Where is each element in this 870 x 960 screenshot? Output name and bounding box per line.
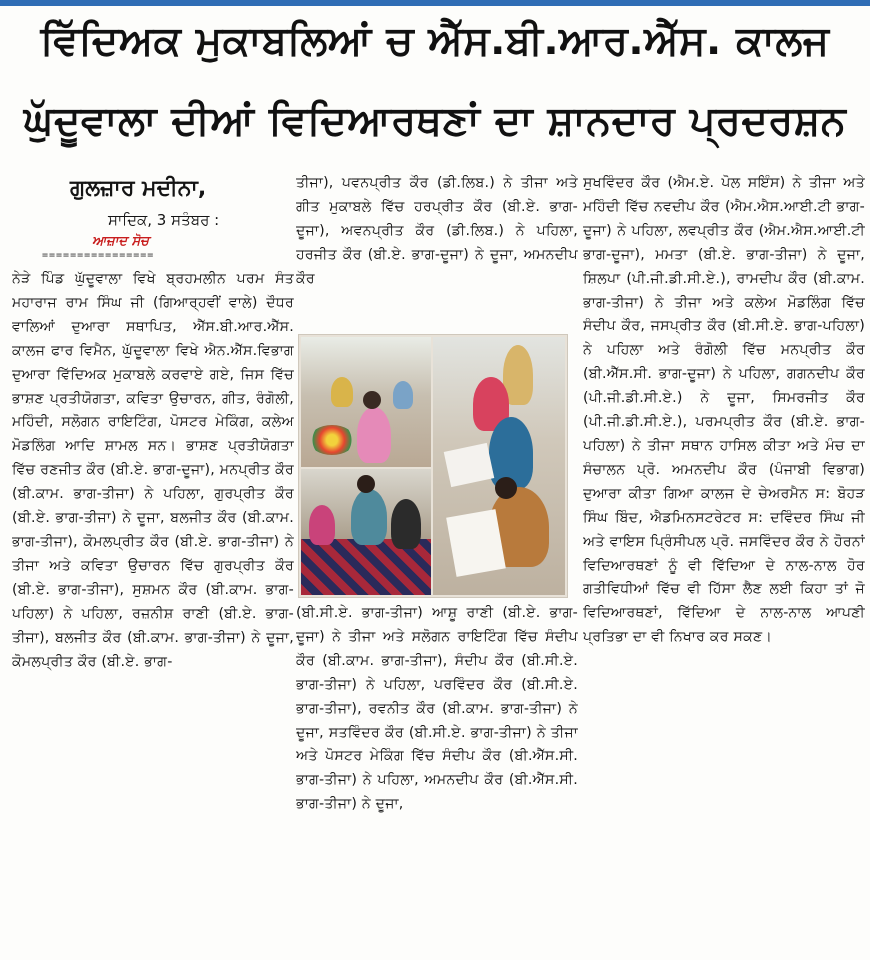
dateline: ਸਾਦਿਕ, 3 ਸਤੰਬਰ : <box>108 211 220 229</box>
event-photo-collage <box>298 334 568 598</box>
headline-line-1: ਵਿੱਦਿਅਕ ਮੁਕਾਬਲਿਆਂ ਚ ਐੱਸ.ਬੀ.ਆਰ.ਐੱਸ. ਕਾਲਜ <box>40 18 830 64</box>
photo-poster-scene <box>301 469 431 595</box>
top-color-bar <box>0 0 870 6</box>
article-column-2-top: ਤੀਜਾ), ਪਵਨਪ੍ਰੀਤ ਕੌਰ (ਡੀ.ਲਿਬ.) ਨੇ ਤੀਜਾ ਅਤੇ ਗੀਤ ਮੁਕਾਬਲੇ ਵਿੱਚ ਹਰਪ੍ਰੀਤ ਕੌਰ (ਬੀ.ਏ. ਭਾਗ-ਦੂਜਾ), ਅਵਨਪ੍ਰੀਤ ਕੌਰ (ਡੀ.ਲਿਬ.) ਨੇ ਪਹਿਲਾ, ਹਰਜੀਤ ਕੌਰ (ਬੀ.ਏ. ਭਾਗ-ਦੂਜਾ) ਨੇ ਦੂਜਾ, ਅਮਨਦੀਪ ਕੌਰ <box>296 175 578 287</box>
photo-slogan-writing-scene <box>433 337 565 595</box>
photo-rangoli-scene <box>301 337 431 467</box>
article-column-2-bottom: (ਬੀ.ਸੀ.ਏ. ਭਾਗ-ਤੀਜਾ) ਆਸ਼ੂ ਰਾਣੀ (ਬੀ.ਏ. ਭਾਗ-ਦੂਜਾ) ਨੇ ਤੀਜਾ ਅਤੇ ਸਲੋਗਨ ਰਾਇਟਿੰਗ ਵਿੱਚ ਸੰਦੀਪ ਕੌਰ (ਬੀ.ਕਾਮ. ਭਾਗ-ਤੀਜਾ), ਸੰਦੀਪ ਕੌਰ (ਬੀ.ਸੀ.ਏ. ਭਾਗ-ਤੀਜਾ) ਨੇ ਪਹਿਲਾ, ਪਰਵਿੰਦਰ ਕੌਰ (ਬੀ.ਸੀ.ਏ. ਭਾਗ-ਤੀਜਾ), ਰਵਨੀਤ ਕੌਰ (ਬੀ.ਕਾਮ. ਭਾਗ-ਤੀਜਾ) ਨੇ ਦੂਜਾ, ਸਤਵਿੰਦਰ ਕੌਰ (ਬੀ.ਸੀ.ਏ. ਭਾਗ-ਤੀਜਾ) ਨੇ ਤੀਜਾ ਅਤੇ ਪੋਸਟਰ ਮੇਕਿੰਗ ਵਿੱਚ ਸੰਦੀਪ ਕੌਰ (ਬੀ.ਐੱਸ.ਸੀ. ਭਾਗ-ਤੀਜਾ) ਨੇ ਪਹਿਲਾ, ਅਮਨਦੀਪ ਕੌਰ (ਬੀ.ਐੱਸ.ਸੀ. ਭਾਗ-ਤੀਜਾ) ਨੇ ਦੂਜਾ, <box>296 605 578 813</box>
article-column-1: ਨੇੜੇ ਪਿੰਡ ਘੁੱਦੂਵਾਲਾ ਵਿਖੇ ਬ੍ਰਹਮਲੀਨ ਪਰਮ ਸੰਤ ਮਹਾਰਾਜ ਰਾਮ ਸਿੰਘ ਜੀ (ਗਿਆਰ੍ਹਵੀਂ ਵਾਲੇ) ਦੌਧਰ ਵਾਲਿਆਂ ਦੁਆਰਾ ਸਥਾਪਿਤ, ਐੱਸ.ਬੀ.ਆਰ.ਐੱਸ. ਕਾਲਜ ਫਾਰ ਵਿਮੈਨ, ਘੁੱਦੂਵਾਲਾ ਵਿਖੇ ਐਨ.ਐੱਸ.ਵਿਭਾਗ ਦੁਆਰਾ ਵਿੱਦਿਅਕ ਮੁਕਾਬਲੇ ਕਰਵਾਏ ਗਏ, ਜਿਸ ਵਿੱਚ ਭਾਸ਼ਣ ਪ੍ਰਤੀਯੋਗਤਾ, ਕਵਿਤਾ ਉਚਾਰਨ, ਗੀਤ, ਰੰਗੋਲੀ, ਮਹਿੰਦੀ, ਸਲੋਗਨ ਰਾਇਟਿੰਗ, ਪੋਸਟਰ ਮੇਕਿੰਗ, ਕਲੇਅ ਮੋਡਲਿੰਗ ਆਦਿ ਸ਼ਾਮਲ ਸਨ। ਭਾਸ਼ਣ ਪ੍ਰਤੀਯੋਗਤਾ ਵਿੱਚ ਰਣਜੀਤ ਕੌਰ (ਬੀ.ਏ. ਭਾਗ-ਦੂਜਾ), ਮਨਪ੍ਰੀਤ ਕੌਰ (ਬੀ.ਕਾਮ. ਭਾਗ-ਤੀਜਾ) ਨੇ ਪਹਿਲਾ, ਗੁਰਪ੍ਰੀਤ ਕੌਰ (ਬੀ.ਏ. ਭਾਗ-ਤੀਜਾ) ਨੇ ਦੂਜਾ, ਬਲਜੀਤ ਕੌਰ (ਬੀ.ਕਾਮ. ਭਾਗ-ਤੀਜਾ), ਕੋਮਲਪ੍ਰੀਤ ਕੌਰ (ਬੀ.ਏ. ਭਾਗ-ਤੀਜਾ) ਨੇ ਤੀਜਾ ਅਤੇ ਕਵਿਤਾ ਉਚਾਰਨ ਵਿੱਚ ਗੁਰਪ੍ਰੀਤ ਕੌਰ (ਬੀ.ਏ. ਭਾਗ-ਤੀਜਾ), ਸੁਸ਼ਮਨ ਕੌਰ (ਬੀ.ਕਾਮ. ਭਾਗ-ਪਹਿਲਾ) ਨੇ ਪਹਿਲਾ, ਰਜ਼ਨੀਸ਼ ਰਾਣੀ (ਬੀ.ਏ. ਭਾਗ-ਤੀਜਾ), ਬਲਜੀਤ ਕੌਰ (ਬੀ.ਕਾਮ. ਭਾਗ-ਤੀਜਾ) ਨੇ ਦੂਜਾ, ਕੋਮਲਪ੍ਰੀਤ ਕੌਰ (ਬੀ.ਏ. ਭਾਗ- <box>12 271 294 670</box>
byline-author: ਗੁਲਜ਼ਾਰ ਮਦੀਨਾ, <box>70 176 207 201</box>
headline-line-2: ਘੁੱਦੂਵਾਲਾ ਦੀਆਂ ਵਿਦਿਆਰਥਣਾਂ ਦਾ ਸ਼ਾਨਦਾਰ ਪ੍ਰਦਰਸ਼ਨ <box>23 98 847 144</box>
byline-separator: ================ <box>42 250 155 261</box>
article-column-3: ਸੁਖਵਿੰਦਰ ਕੌਰ (ਐਮ.ਏ. ਪੋਲ ਸਇੰਸ) ਨੇ ਤੀਜਾ ਅਤੇ ਮਹਿੰਦੀ ਵਿੱਚ ਨਵਦੀਪ ਕੌਰ (ਐਮ.ਐਸ.ਆਈ.ਟੀ ਭਾਗ-ਦੂਜਾ) ਨੇ ਪਹਿਲਾ, ਲਵਪ੍ਰੀਤ ਕੌਰ (ਐਮ.ਐਸ.ਆਈ.ਟੀ ਭਾਗ-ਦੂਜਾ), ਮਮਤਾ (ਬੀ.ਏ. ਭਾਗ-ਤੀਜਾ) ਨੇ ਦੂਜਾ, ਸ਼ਿਲਪਾ (ਪੀ.ਜੀ.ਡੀ.ਸੀ.ਏ.), ਰਾਮਦੀਪ ਕੌਰ (ਬੀ.ਕਾਮ. ਭਾਗ-ਤੀਜਾ) ਨੇ ਤੀਜਾ ਅਤੇ ਕਲੇਅ ਮੋਡਲਿੰਗ ਵਿੱਚ ਸੰਦੀਪ ਕੌਰ, ਜਸਪ੍ਰੀਤ ਕੌਰ (ਬੀ.ਸੀ.ਏ. ਭਾਗ-ਪਹਿਲਾ) ਨੇ ਪਹਿਲਾ ਅਤੇ ਰੰਗੋਲੀ ਵਿੱਚ ਮਨਪ੍ਰੀਤ ਕੌਰ (ਬੀ.ਐੱਸ.ਸੀ. ਭਾਗ-ਦੂਜਾ) ਨੇ ਪਹਿਲਾ, ਗਗਨਦੀਪ ਕੌਰ (ਪੀ.ਜੀ.ਡੀ.ਸੀ.ਏ.) ਨੇ ਦੂਜਾ, ਸਿਮਰਜੀਤ ਕੌਰ (ਪੀ.ਜੀ.ਡੀ.ਸੀ.ਏ.), ਪਰਮਪ੍ਰੀਤ ਕੌਰ (ਬੀ.ਏ. ਭਾਗ-ਪਹਿਲਾ) ਨੇ ਤੀਜਾ ਸਥਾਨ ਹਾਸਿਲ ਕੀਤਾ ਅਤੇ ਮੰਚ ਦਾ ਸੰਚਾਲਨ ਪ੍ਰੋ. ਅਮਨਦੀਪ ਕੌਰ (ਪੰਜਾਬੀ ਵਿਭਾਗ) ਦੁਆਰਾ ਕੀਤਾ ਗਿਆ ਕਾਲਜ ਦੇ ਚੇਅਰਮੈਨ ਸ: ਬੋਹੜ ਸਿੰਘ ਬਿੰਦ, ਐਡਮਿਨਸਟਰੇਟਰ ਸ: ਦਵਿੰਦਰ ਸਿੰਘ ਜੀ ਅਤੇ ਵਾਇਸ ਪ੍ਰਿੰਸੀਪਲ ਪ੍ਰੋ. ਜਸਵਿੰਦਰ ਕੌਰ ਨੇ ਹੋਰਨਾਂ ਵਿਦਿਆਰਥਣਾਂ ਨੂੰ ਵੀ ਵਿੱਦਿਆ ਦੇ ਨਾਲ-ਨਾਲ ਹੋਰ ਗਤੀਵਿਧੀਆਂ ਵਿੱਚ ਵੀ ਹਿੱਸਾ ਲੈਣ ਲਈ ਕਿਹਾ ਤਾਂ ਜੋ ਵਿਦਿਆਰਥਣਾਂ, ਵਿੱਦਿਆ ਦੇ ਨਾਲ-ਨਾਲ ਆਪਣੀ ਪ੍ਰਤਿਭਾ ਦਾ ਵੀ ਨਿਖਾਰ ਕਰ ਸਕਣ। <box>583 175 865 646</box>
newspaper-logo: ਆਜ਼ਾਦ ਸੋਚ <box>92 234 149 249</box>
